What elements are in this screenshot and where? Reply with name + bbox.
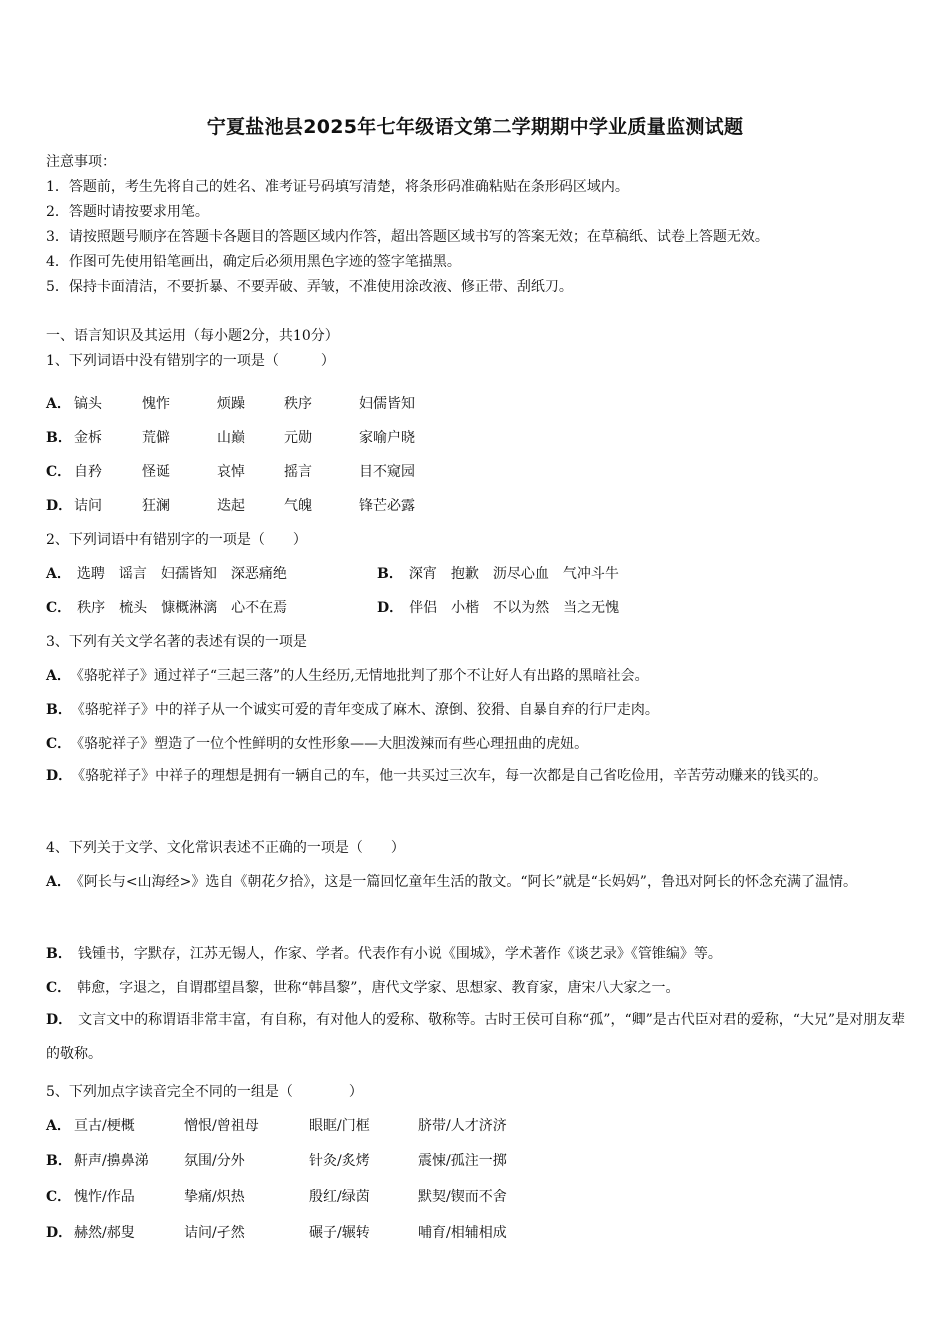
option-label: C． [46, 464, 72, 480]
option-word: 憎恨/曾祖母 [184, 1118, 259, 1134]
section-heading: 一、语言知识及其运用（每小题2分，共10分） [46, 328, 339, 344]
option-label: A． [46, 566, 71, 582]
option-label: B． [46, 702, 72, 718]
option-label: C． [46, 600, 72, 616]
option-word: 家喻户晓 [359, 430, 415, 446]
q5-option-d [46, 1223, 606, 1243]
option-text: 文言文中的称谓语非常丰富，有自称，有对他人的爱称、敬称等。古时王侯可自称“孤”，“卿”是古代臣对君的爱称，“大兄”是对朋友辈的敬称。 [46, 1012, 906, 1062]
option-text: 《骆驼祥子》通过祥子“三起三落”的人生经历,无情地批判了那个不让好人有出路的黑暗社会。 [76, 668, 649, 684]
q3-option-b [46, 700, 659, 720]
option-word: 针灸/炙烤 [309, 1153, 370, 1169]
option-word: 迭起 [217, 498, 245, 514]
option-word: 殷红/绿茵 [309, 1189, 370, 1205]
option-label: D． [46, 1225, 73, 1241]
q4-option-b [46, 944, 722, 964]
option-word: 金柝 [74, 430, 102, 446]
option-text: 《阿长与<山海经>》选自《朝花夕拾》，这是一篇回忆童年生活的散文。“阿长”就是“长妈妈”，鲁迅对阿长的怀念充满了温情。 [76, 874, 857, 890]
option-word: 碾子/辗转 [309, 1225, 370, 1241]
q2-option-c [46, 598, 287, 618]
option-label: B． [46, 1153, 72, 1169]
q2-options-row [46, 564, 746, 584]
notice-item: 3．请按照题号顺序在答题卡各题目的答题区域内作答，超出答题区域书写的答案无效；在草稿纸、试卷上答题无效。 [46, 229, 769, 245]
notice-item: 1．答题前，考生先将自己的姓名、准考证号码填写清楚，将条形码准确粘贴在条形码区域内。 [46, 179, 629, 195]
option-text: 《骆驼祥子》塑造了一位个性鲜明的女性形象——大胆泼辣而有些心理扭曲的虎妞。 [77, 736, 589, 752]
q1-option-c [46, 462, 446, 482]
q2-option-a [46, 564, 287, 584]
q4-option-a [46, 865, 906, 899]
question-3-stem: 3、下列有关文学名著的表述有误的一项是 [46, 634, 307, 650]
q3-option-c [46, 734, 588, 754]
option-word: 怪诞 [142, 464, 170, 480]
q3-option-d [46, 759, 906, 793]
option-label: A． [46, 1118, 71, 1134]
q3-option-a [46, 666, 649, 686]
option-word: 眼眶/门框 [309, 1118, 370, 1134]
option-word: 山巅 [217, 430, 245, 446]
q5-option-b [46, 1151, 606, 1171]
question-2-stem: 2、下列词语中有错别字的一项是（ ） [46, 532, 307, 548]
q1-option-a [46, 394, 446, 414]
option-word: 锋芒必露 [359, 498, 415, 514]
option-text: 《骆驼祥子》中的祥子从一个诚实可爱的青年变成了麻木、潦倒、狡猾、自暴自弃的行尸走肉。 [77, 702, 659, 718]
question-1-stem: 1、下列词语中没有错别字的一项是（ ） [46, 353, 335, 369]
option-label: D． [46, 1012, 73, 1028]
option-word: 荒僻 [142, 430, 170, 446]
option-word: 气魄 [284, 498, 312, 514]
option-word: 元勋 [284, 430, 312, 446]
notice-item: 2．答题时请按要求用笔。 [46, 204, 209, 220]
option-label: D． [46, 498, 73, 514]
option-text: 选聘 谣言 妇孺皆知 深恶痛绝 [76, 566, 287, 582]
option-word: 亘古/梗概 [74, 1118, 135, 1134]
notice-item: 5．保持卡面清洁，不要折暴、不要弄破、弄皱，不准使用涂改液、修正带、刮纸刀。 [46, 279, 573, 295]
option-word: 镐头 [74, 396, 102, 412]
q5-option-a [46, 1116, 606, 1136]
option-label: A． [46, 874, 71, 890]
option-text: 钱锺书，字默存，江苏无锡人，作家、学者。代表作有小说《围城》，学术著作《谈艺录》《管锥编》等。 [77, 946, 722, 962]
option-word: 目不窥园 [359, 464, 415, 480]
option-word: 震悚/孤注一掷 [418, 1153, 507, 1169]
option-word: 自矜 [74, 464, 102, 480]
q1-option-b [46, 428, 446, 448]
option-word: 鼾声/擤鼻涕 [74, 1153, 149, 1169]
option-word: 脐带/人才济济 [418, 1118, 507, 1134]
option-word: 哺育/相辅相成 [418, 1225, 507, 1241]
exam-title: 宁夏盐池县2025年七年级语文第二学期期中学业质量监测试题 [206, 116, 744, 138]
option-label: A． [46, 396, 71, 412]
q4-option-d [46, 1003, 906, 1071]
option-label: D． [377, 600, 404, 616]
option-word: 秩序 [284, 396, 312, 412]
option-word: 默契/锲而不舍 [418, 1189, 507, 1205]
option-label: B． [377, 566, 403, 582]
q5-option-c [46, 1187, 606, 1207]
option-word: 愧怍/作品 [74, 1189, 135, 1205]
option-word: 哀悼 [217, 464, 245, 480]
notice-item: 4．作图可先使用铅笔画出，确定后必须用黑色字迹的签字笔描黑。 [46, 254, 461, 270]
option-label: A． [46, 668, 71, 684]
option-word: 愧怍 [142, 396, 170, 412]
option-text: 秩序 梳头 慷概淋漓 心不在焉 [77, 600, 288, 616]
option-word: 摇言 [284, 464, 312, 480]
question-4-stem: 4、下列关于文学、文化常识表述不正确的一项是（ ） [46, 840, 405, 856]
option-word: 妇儒皆知 [359, 396, 415, 412]
q2-option-d [377, 598, 619, 618]
option-word: 诘问/孑然 [184, 1225, 245, 1241]
q4-option-c [46, 978, 679, 998]
option-text: 韩愈，字退之，自谓郡望昌黎，世称“韩昌黎”，唐代文学家、思想家、教育家，唐宋八大家之一。 [77, 980, 680, 996]
option-word: 烦躁 [217, 396, 245, 412]
option-word: 狂澜 [142, 498, 170, 514]
option-text: 《骆驼祥子》中祥子的理想是拥有一辆自己的车，他一共买过三次车，每一次都是自己省吃俭用，辛苦劳动赚来的钱买的。 [78, 768, 828, 784]
option-word: 挚痛/炽热 [184, 1189, 245, 1205]
option-word: 赫然/郝叟 [74, 1225, 135, 1241]
option-label: C． [46, 980, 72, 996]
option-word: 氛围/分外 [184, 1153, 245, 1169]
option-label: C． [46, 736, 72, 752]
option-text: 深宵 抱歉 沥尽心血 气冲斗牛 [408, 566, 619, 582]
option-label: B． [46, 946, 72, 962]
q2-option-b [377, 564, 619, 584]
option-label: B． [46, 430, 72, 446]
q1-option-d [46, 496, 446, 516]
option-text: 伴侣 小楷 不以为然 当之无愧 [409, 600, 620, 616]
option-word: 诘问 [74, 498, 102, 514]
q2-options-row [46, 598, 746, 618]
question-5-stem: 5、下列加点字读音完全不同的一组是（ ） [46, 1084, 363, 1100]
notice-heading: 注意事项： [46, 154, 116, 170]
option-label: C． [46, 1189, 72, 1205]
option-label: D． [46, 768, 73, 784]
